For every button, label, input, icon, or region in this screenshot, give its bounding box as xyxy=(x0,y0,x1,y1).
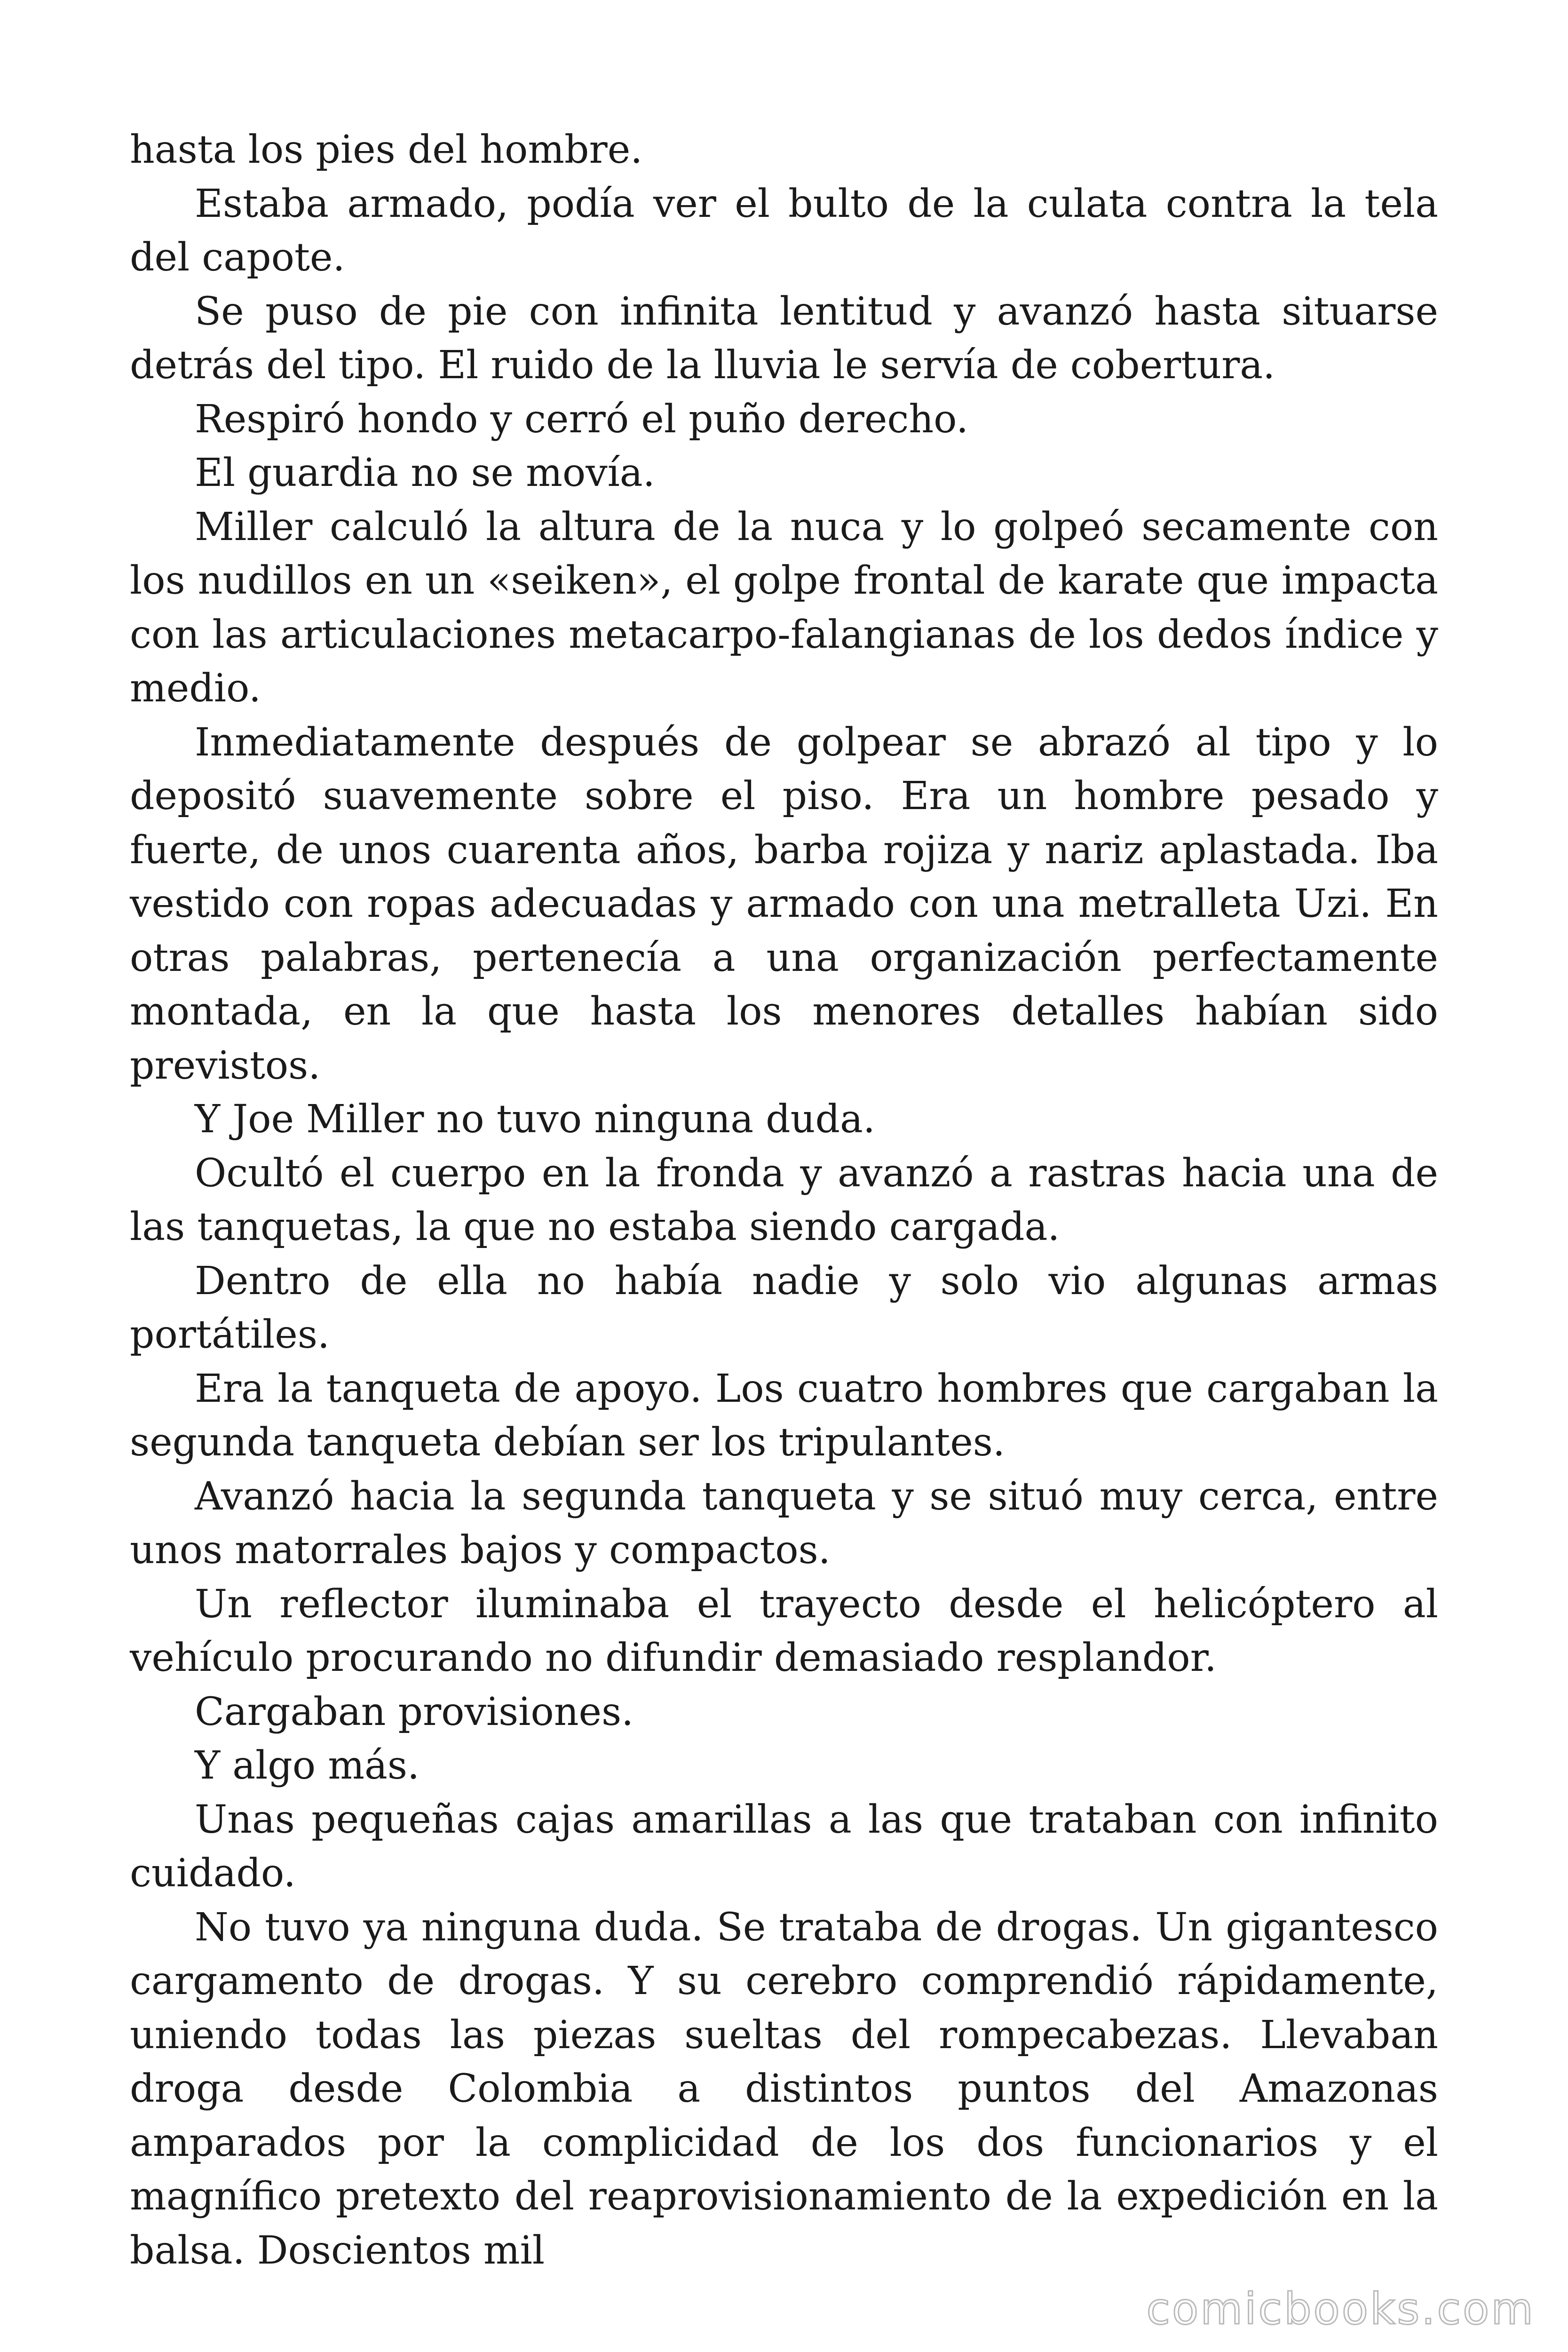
paragraph: Inmediatamente después de golpear se abrazó al tipo y lo depositó suavemente sobre el piso. Era un hombre pesado y fuerte, de unos cuarenta años, barba rojiza y nariz aplastada. Iba vestido con ropas adecuadas y armado con una metralleta Uzi. En otras palabras, pertenecía a una organización perfectamente montada, en la que hasta los menores detalles habían sido previstos. xyxy=(130,720,1438,1088)
paragraph: Dentro de ella no había nadie y solo vio algunas armas portátiles. xyxy=(130,1258,1438,1357)
watermark: comicbooks.com xyxy=(1146,2284,1535,2334)
paragraph: Respiró hondo y cerró el puño derecho. xyxy=(195,397,969,442)
paragraph: Unas pequeñas cajas amarillas a las que trataban con infinito cuidado. xyxy=(130,1797,1438,1896)
paragraph: Y algo más. xyxy=(195,1743,420,1788)
paragraph: Avanzó hacia la segunda tanqueta y se situó muy cerca, entre unos matorrales bajos y compactos. xyxy=(130,1474,1438,1573)
paragraph: Se puso de pie con infinita lentitud y avanzó hasta situarse detrás del tipo. El ruido de la lluvia le servía de cobertura. xyxy=(130,289,1438,388)
paragraph: Miller calculó la altura de la nuca y lo golpeó secamente con los nudillos en un «seiken», el golpe frontal de karate que impacta con las articulaciones metacarpo-falangianas de los dedos índice y medio. xyxy=(130,504,1438,711)
paragraph: Estaba armado, podía ver el bulto de la culata contra la tela del capote. xyxy=(130,181,1438,280)
paragraph: El guardia no se movía. xyxy=(195,451,655,495)
paragraph: Un reflector iluminaba el trayecto desde el helicóptero al vehículo procurando no difundir demasiado resplandor. xyxy=(130,1581,1438,1680)
paragraph: Cargaban provisiones. xyxy=(195,1689,634,1734)
paragraph: Y Joe Miller no tuvo ninguna duda. xyxy=(195,1097,875,1142)
body-text xyxy=(130,123,1438,2278)
paragraph-continuation: hasta los pies del hombre. xyxy=(130,127,643,172)
paragraph: No tuvo ya ninguna duda. Se trataba de drogas. Un gigantesco cargamento de drogas. Y su cerebro comprendió rápidamente, uniendo todas las piezas sueltas del rompecabezas. Llevaban droga desde Colombia a distintos puntos del Amazonas amparados por la complicidad de los dos funcionarios y el magnífico pretexto del reaprovisionamiento de la expedición en la balsa. Doscientos mil xyxy=(130,1905,1438,2273)
paragraph: Era la tanqueta de apoyo. Los cuatro hombres que cargaban la segunda tanqueta debían ser los tripulantes. xyxy=(130,1366,1438,1465)
paragraph: Ocultó el cuerpo en la fronda y avanzó a rastras hacia una de las tanquetas, la que no estaba siendo cargada. xyxy=(130,1151,1438,1249)
